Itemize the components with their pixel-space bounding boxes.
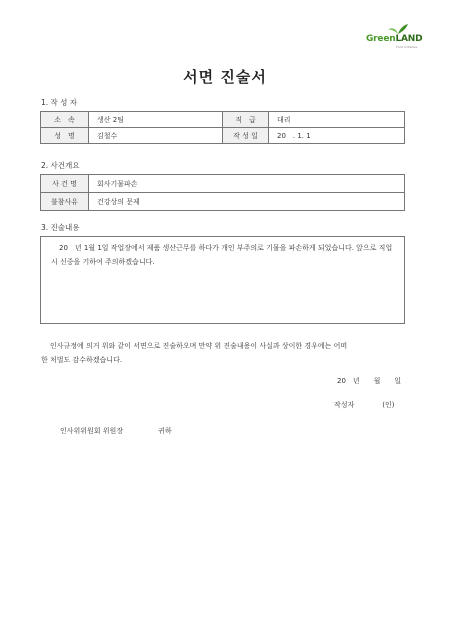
table-row bbox=[41, 128, 405, 144]
name-label: 성 명 bbox=[41, 128, 89, 144]
table-row bbox=[41, 175, 405, 193]
statement-box bbox=[40, 236, 405, 324]
addressee-line: 인사위위원회 위원장 귀하 bbox=[60, 427, 172, 435]
department-value: 생산 2팀 bbox=[89, 112, 223, 128]
company-logo bbox=[366, 24, 436, 50]
pledge-paragraph bbox=[41, 339, 407, 367]
table-row bbox=[41, 112, 405, 128]
reason-value: 건강상의 문제 bbox=[89, 193, 405, 211]
signer-line: 작성자 (인) bbox=[334, 401, 395, 409]
incident-label: 사 건 명 bbox=[41, 175, 89, 193]
name-value: 김철수 bbox=[89, 128, 223, 144]
pledge-line-2: 한 처벌도 감수하겠습니다. bbox=[41, 356, 123, 364]
pledge-line-1: 인사규정에 의거 위와 같이 서면으로 진술하오며 만약 위 진술내용이 사실과 상이한 경우에는 어떠 bbox=[50, 342, 348, 350]
logo-wordmark: GreenLAND bbox=[366, 34, 423, 44]
signature-date: 20 년 월 일 bbox=[337, 377, 402, 385]
leaf-icon bbox=[388, 24, 408, 34]
document-title: 서면 진술서 bbox=[183, 68, 267, 86]
section-overview-heading: 2. 사건개요 bbox=[41, 161, 80, 170]
date-label: 작 성 일 bbox=[223, 128, 269, 144]
incident-value: 회사기물파손 bbox=[89, 175, 405, 193]
logo-tagline: Food Initiative bbox=[396, 45, 418, 49]
table-row bbox=[41, 193, 405, 211]
overview-table bbox=[40, 174, 405, 211]
department-label: 소 속 bbox=[41, 112, 89, 128]
writer-table bbox=[40, 111, 405, 144]
date-value: 20 . 1. 1 bbox=[269, 128, 405, 144]
section-writer-heading: 1. 작 성 자 bbox=[41, 98, 78, 107]
statement-text: 20 년 1월 1일 작업장에서 제품 생산근무를 하다가 개인 부주의로 기물을 파손하게 되었습니다. 앞으로 직업 시 신중을 기하여 주의하겠습니다. bbox=[51, 244, 393, 266]
rank-value: 대리 bbox=[269, 112, 405, 128]
reason-label: 불참사유 bbox=[41, 193, 89, 211]
rank-label: 직 급 bbox=[223, 112, 269, 128]
section-statement-heading: 3. 진술내용 bbox=[41, 223, 80, 232]
